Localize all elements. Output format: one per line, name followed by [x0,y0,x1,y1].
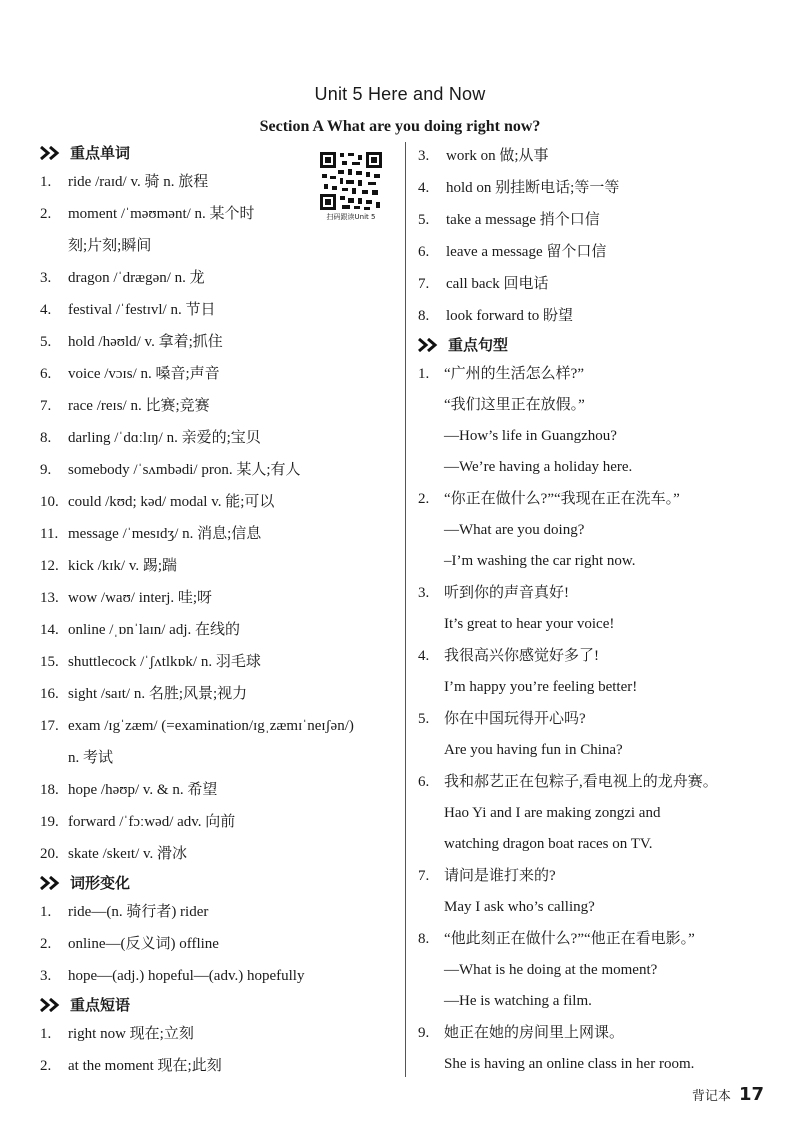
word-form-item [40,960,400,992]
section-title: Section A What are you doing right now? [259,118,541,135]
double-chevron-icon [40,146,62,160]
sentence-line: It’s great to hear your voice! [444,616,615,632]
qr-caption: 扫码跟读Unit 5 [326,213,376,221]
item-number: 4. [418,180,430,196]
item-text: ride /raɪd/ v. 骑 n. 旅程 [68,174,209,190]
heading-key-sentences [418,332,770,358]
vocabulary-item [40,262,400,294]
heading-label: 重点短语 [70,996,131,1014]
double-chevron-icon [418,338,440,352]
item-number: 5. [418,212,430,228]
item-number: 12. [40,558,59,574]
sentence-chinese-text: 我很高兴你感觉好多了! [444,648,599,664]
item-text: work on 做;从事 [446,148,549,164]
item-number: 7. [418,276,430,292]
vocabulary-item [40,422,400,454]
item-text: forward /ˈfɔːwəd/ adv. 向前 [68,814,236,830]
vocabulary-item [40,486,400,518]
sentence-line: Are you having fun in China? [444,742,623,758]
sentence-line: —How’s life in Guangzhou? [444,428,617,444]
phrase-item [418,300,770,332]
sentence-line: —What is he doing at the moment? [444,962,658,978]
item-number: 8. [418,308,430,324]
heading-label: 重点句型 [448,336,509,354]
item-number: 1. [40,904,52,920]
sentence-number: 5. [418,711,430,727]
word-forms-list [40,896,400,992]
heading-label: 重点单词 [70,144,131,162]
sentence-number: 4. [418,648,430,664]
item-number: 3. [40,270,52,286]
vocabulary-item [40,838,400,870]
item-text: sight /saɪt/ n. 名胜;风景;视力 [68,686,248,702]
item-number: 2. [40,206,52,222]
vocabulary-item [40,774,400,806]
double-chevron-icon [40,876,62,890]
phrase-item [418,268,770,300]
item-text: at the moment 现在;此刻 [68,1058,222,1074]
sentence-chinese-text: “你正在做什么?”“我现在正在洗车。” [444,491,680,507]
item-text: hold on 别挂断电话;等一等 [446,180,620,196]
sentence-chinese-text: “他此刻正在做什么?”“他正在看电影。” [444,931,695,947]
sentence-chinese [418,703,770,735]
sentence-line: I’m happy you’re feeling better! [444,679,638,695]
sentence-line: –I’m washing the car right now. [444,553,636,569]
sentence-number: 8. [418,931,430,947]
heading-label: 词形变化 [70,874,131,892]
sentence-number: 7. [418,868,430,884]
vocabulary-item [40,454,400,486]
item-text: hold /həʊld/ v. 拿着;抓住 [68,334,223,350]
item-number: 3. [418,148,430,164]
item-text: darling /ˈdɑːlɪŋ/ n. 亲爱的;宝贝 [68,430,261,446]
phrase-item [40,1018,400,1050]
sentence-chinese-text: 请问是谁打来的? [444,868,556,884]
item-number: 10. [40,494,59,510]
item-number: 9. [40,462,52,478]
sentence-line: She is having an online class in her room. [444,1056,695,1072]
item-text: hope /həʊp/ v. & n. 希望 [68,782,218,798]
item-number: 13. [40,590,59,606]
item-number: 6. [40,366,52,382]
sentence-chinese [418,577,770,609]
phrases-list-continued [418,140,770,332]
sentence-chinese [418,483,770,515]
phrase-item [40,1050,400,1082]
item-number: 1. [40,1026,52,1042]
item-text: hope—(adj.) hopeful—(adv.) hopefully [68,968,305,984]
sentence-number: 1. [418,366,430,382]
item-text: take a message 捎个口信 [446,212,600,228]
vocabulary-list [40,166,400,870]
item-text: leave a message 留个口信 [446,244,607,260]
sentence-line: —What are you doing? [444,522,585,538]
item-number: 18. [40,782,59,798]
vocabulary-item [40,390,400,422]
item-text: skate /skeɪt/ v. 滑冰 [68,846,188,862]
vocabulary-item [40,518,400,550]
item-number: 15. [40,654,59,670]
phrase-item [418,204,770,236]
sentence-number: 3. [418,585,430,601]
item-number: 7. [40,398,52,414]
right-column [418,140,770,1080]
sentence-line: Hao Yi and I are making zongzi and [444,805,661,821]
item-number: 4. [40,302,52,318]
phrase-item [418,172,770,204]
item-text: dragon /ˈdrægən/ n. 龙 [68,270,205,286]
item-text: kick /kɪk/ v. 踢;踹 [68,558,178,574]
phrase-item [418,236,770,268]
sentence-line: “我们这里正在放假。” [444,397,585,413]
item-text-continued: n. 考试 [68,750,114,766]
item-text: ride—(n. 骑行者) rider [68,904,209,920]
vocabulary-item [40,678,400,710]
item-number: 5. [40,334,52,350]
item-text: festival /ˈfestɪvl/ n. 节日 [68,302,216,318]
left-column [40,140,400,1082]
vocabulary-item [40,294,400,326]
item-number: 11. [40,526,59,542]
sentence-chinese-text: 我和郝艺正在包粽子,看电视上的龙舟赛。 [444,774,718,790]
vocabulary-item [40,806,400,838]
sentence-chinese-text: 听到你的声音真好! [444,585,569,601]
heading-word-forms [40,870,400,896]
item-text: could /kʊd; kəd/ modal v. 能;可以 [68,494,275,510]
item-text: somebody /ˈsʌmbədi/ pron. 某人;有人 [68,462,301,478]
item-number: 17. [40,718,59,734]
sentence-number: 6. [418,774,430,790]
item-number: 1. [40,174,52,190]
unit-title: Unit 5 Here and Now [314,84,486,104]
sentence-number: 9. [418,1025,430,1041]
item-number: 8. [40,430,52,446]
sentence-chinese [418,1017,770,1049]
item-text: wow /waʊ/ interj. 哇;呀 [68,590,213,606]
sentence-line: May I ask who’s calling? [444,899,595,915]
sentence-chinese [418,640,770,672]
item-text: voice /vɔɪs/ n. 嗓音;声音 [68,366,220,382]
sentence-chinese-text: 她正在她的房间里上网课。 [444,1025,625,1041]
item-text: call back 回电话 [446,276,549,292]
item-number: 20. [40,846,59,862]
vocabulary-item [40,326,400,358]
word-form-item [40,928,400,960]
page-number: 17 [738,1084,764,1105]
item-text: shuttlecock /ˈʃʌtlkɒk/ n. 羽毛球 [68,654,261,670]
vocabulary-item [40,646,400,678]
item-number: 3. [40,968,52,984]
item-number: 16. [40,686,59,702]
vocabulary-item [40,614,400,646]
vocabulary-item [40,358,400,390]
sentences-list [418,358,770,1080]
phrases-list [40,1018,400,1082]
sentence-chinese-text: “广州的生活怎么样?” [444,366,584,382]
book-label: 背记本 [691,1089,731,1104]
sentence-line: —He is watching a film. [444,993,592,1009]
vocabulary-item [40,550,400,582]
item-text: message /ˈmesɪdʒ/ n. 消息;信息 [68,526,262,542]
vocabulary-item [40,582,400,614]
column-divider [405,142,406,1077]
item-number: 2. [40,936,52,952]
item-number: 14. [40,622,59,638]
sentence-chinese [418,923,770,955]
item-number: 2. [40,1058,52,1074]
sentence-chinese [418,358,770,390]
sentence-line: watching dragon boat races on TV. [444,836,653,852]
vocabulary-item [40,198,400,230]
sentence-chinese [418,766,770,798]
item-text: look forward to 盼望 [446,308,574,324]
page-footer [692,1084,764,1105]
item-text: online—(反义词) offline [68,936,219,952]
item-text-continued: 刻;片刻;瞬间 [68,238,152,254]
item-text: moment /ˈməʊmənt/ n. 某个时 [68,206,255,222]
sentence-chinese [418,860,770,892]
sentence-chinese-text: 你在中国玩得开心吗? [444,711,586,727]
double-chevron-icon [40,998,62,1012]
item-text: right now 现在;立刻 [68,1026,194,1042]
item-number: 6. [418,244,430,260]
vocabulary-item [40,710,400,742]
word-form-item [40,896,400,928]
item-text: online /ˌɒnˈlaɪn/ adj. 在线的 [68,622,240,638]
item-text: race /reɪs/ n. 比赛;竞赛 [68,398,210,414]
sentence-line: —We’re having a holiday here. [444,459,633,475]
heading-key-phrases [40,992,400,1018]
vocabulary-item [40,166,400,198]
phrase-item [418,140,770,172]
item-number: 19. [40,814,59,830]
item-text: exam /ɪgˈzæm/ (=examination/ɪgˌzæmɪˈneɪʃən/) [68,718,354,734]
heading-key-words [40,140,400,166]
sentence-number: 2. [418,491,430,507]
